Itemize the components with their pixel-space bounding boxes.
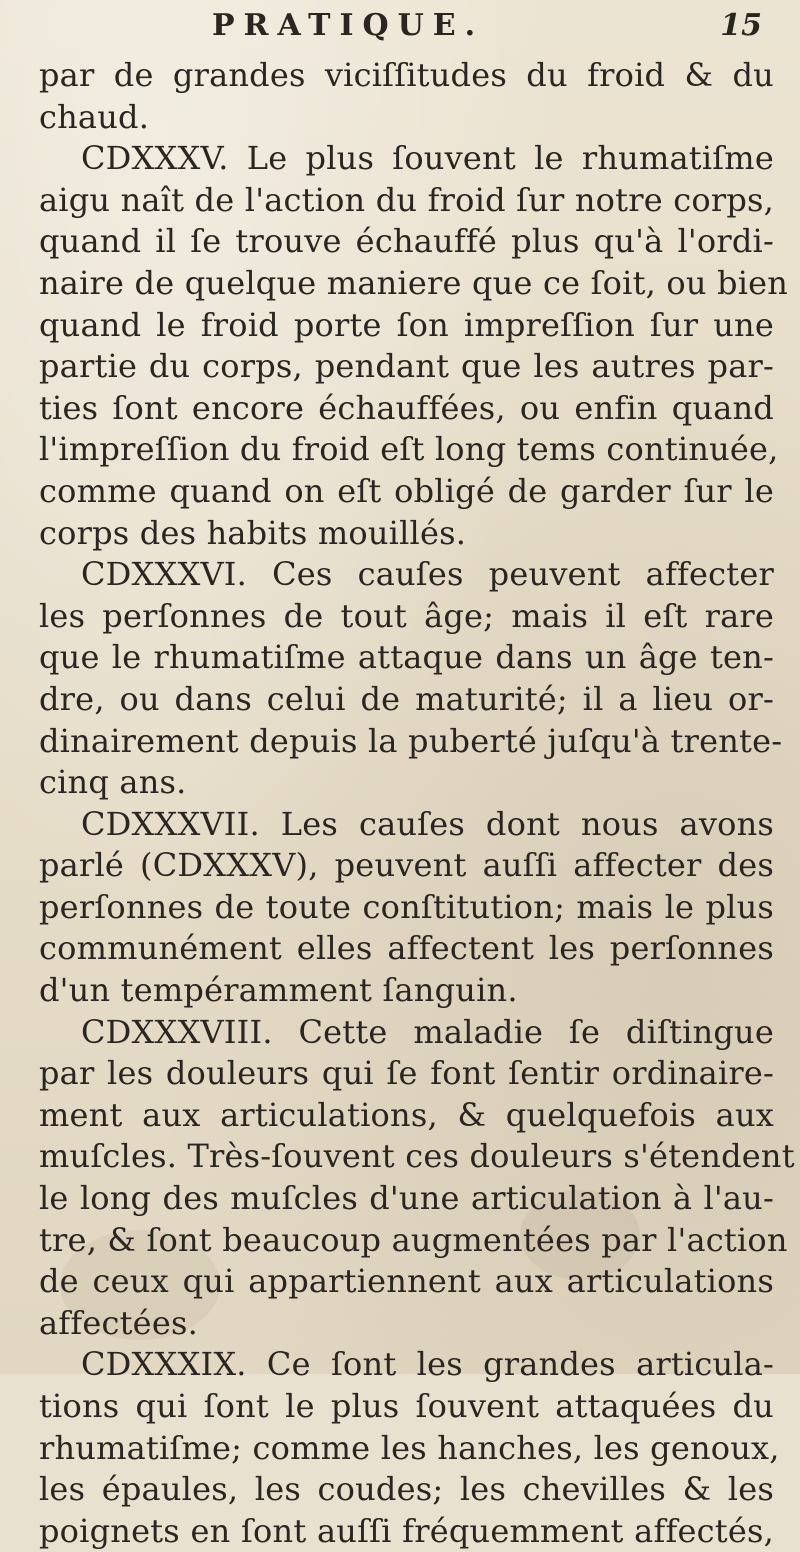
text-line: poignets en ſont auſſi fréquemment affectés,	[39, 1511, 774, 1550]
text-line: l'impreſſion du froid eſt long tems continuée,	[39, 430, 779, 469]
text-line: perſonnes de toute conſtitution; mais le plus	[39, 887, 774, 926]
text-line: quand il ſe trouve échauffé plus qu'à l'ordi-	[39, 222, 774, 261]
text-line: par les douleurs qui ſe font ſentir ordinaire-	[39, 1054, 774, 1093]
text-line: ment aux articulations, & quelquefois aux	[39, 1095, 774, 1134]
text-line: de ceux qui appartiennent aux articulations	[39, 1262, 774, 1301]
text-line: naire de quelque maniere que ce ſoit, ou bien	[39, 263, 789, 302]
text-line: chaud.	[39, 97, 150, 136]
text-line: le long des muſcles d'une articulation à l'au-	[39, 1179, 774, 1218]
text-line: les perſonnes de tout âge; mais il eſt rare	[39, 596, 774, 635]
text-line: parlé (CDXXXV), peuvent auſſi affecter des	[39, 846, 774, 885]
text-line: quand le froid porte ſon impreſſion ſur une	[39, 305, 774, 344]
running-title: PRATIQUE.	[212, 8, 485, 43]
paragraph-heading-line: CDXXXVIII. Cette maladie ſe diſtingue	[81, 1012, 774, 1051]
paragraph-heading-line: CDXXXV. Le plus ſouvent le rhumatiſme	[81, 139, 774, 178]
text-line: affectées.	[39, 1303, 198, 1342]
text-line: corps des habits mouillés.	[39, 513, 467, 552]
text-line: d'un tempéramment ſanguin.	[39, 971, 518, 1010]
text-line: dinairement depuis la puberté juſqu'à trente-	[39, 721, 783, 760]
paragraph-heading-line: CDXXXVII. Les cauſes dont nous avons	[81, 804, 774, 843]
text-line: aigu naît de l'action du froid ſur notre corps,	[39, 180, 774, 219]
text-line: tions qui ſont le plus ſouvent attaquées du	[39, 1387, 774, 1425]
text-line: les épaules, les coudes; les chevilles & les	[39, 1470, 774, 1509]
text-line: cinq ans.	[39, 763, 187, 802]
text-line: partie du corps, pendant que les autres par-	[39, 347, 774, 386]
page-number: 15	[720, 8, 762, 43]
text-line: rhumatiſme; comme les hanches, les genoux,	[39, 1428, 780, 1467]
paragraph-heading-line: CDXXXIX. Ce ſont les grandes articula-	[81, 1345, 774, 1384]
text-line: dre, ou dans celui de maturité; il a lieu or-	[39, 679, 774, 718]
text-line: que le rhumatiſme attaque dans un âge ten-	[39, 638, 774, 677]
text-line: comme quand on eſt obligé de garder ſur le	[39, 471, 774, 510]
text-line: par de grandes viciſſitudes du froid & du	[39, 56, 774, 94]
text-line: muſcles. Très-ſouvent ces douleurs s'étendent	[39, 1137, 795, 1176]
text-line: tre, & ſont beaucoup augmentées par l'action	[39, 1220, 788, 1259]
text-line: ties ſont encore échauffées, ou enfin quand	[39, 388, 774, 427]
body-text	[39, 55, 795, 1552]
paragraph-heading-line: CDXXXVI. Ces cauſes peuvent affecter	[81, 555, 774, 594]
text-line: communément elles affectent les perſonnes	[39, 929, 774, 968]
